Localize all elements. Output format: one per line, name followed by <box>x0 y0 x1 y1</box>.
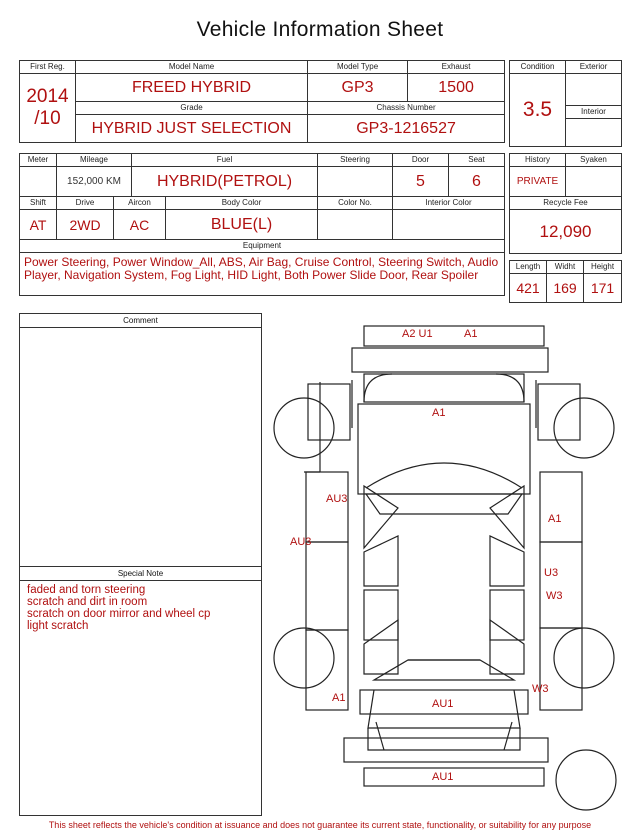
comment-label: Comment <box>20 314 261 328</box>
right-rear-wheel <box>554 398 614 458</box>
rear-gate-panel <box>352 348 548 372</box>
mark-left-side-panel: AU3 <box>290 536 312 548</box>
width-label: Widht <box>547 261 584 274</box>
mark-right-front-fender: W3 <box>532 683 549 695</box>
rear-panel <box>364 374 524 402</box>
first-reg-month: /10 <box>34 108 61 129</box>
left-door-glass <box>364 620 398 674</box>
exhaust-value: 1500 <box>408 74 505 102</box>
seat-value: 6 <box>449 167 505 197</box>
color-no-label: Color No. <box>318 197 393 210</box>
history-value: PRIVATE <box>510 167 566 197</box>
steering-value <box>318 167 393 197</box>
special-note-line: scratch on door mirror and wheel cp <box>27 608 211 620</box>
interior-color-label: Interior Color <box>393 197 505 210</box>
interior-color-value <box>393 210 505 240</box>
mark-front-bumper: AU1 <box>432 771 454 783</box>
height-value: 171 <box>584 274 622 303</box>
interior-label: Interior <box>566 106 622 119</box>
right-rear-door <box>540 472 582 542</box>
model-name-label: Model Name <box>76 61 308 74</box>
exterior-value <box>566 74 622 106</box>
condition-value: 3.5 <box>510 74 566 147</box>
front-bumper <box>364 768 544 786</box>
mark-right-rear-door-2: W3 <box>546 590 563 602</box>
rear-bumper-panel <box>364 326 544 346</box>
first-reg-label: First Reg. <box>20 61 76 74</box>
body-color-label: Body Color <box>166 197 318 210</box>
model-type-value: GP3 <box>308 74 408 102</box>
special-note-line: light scratch <box>27 620 89 632</box>
left-mid-window <box>364 536 398 586</box>
right-mid-window <box>490 536 524 586</box>
mileage-value: 152,000 KM <box>57 167 132 197</box>
mark-right-rear-door: U3 <box>544 567 559 579</box>
length-label: Length <box>510 261 547 274</box>
special-note-line: scratch and dirt in room <box>27 596 148 608</box>
color-no-value <box>318 210 393 240</box>
chassis-value: GP3-1216527 <box>308 115 505 143</box>
left-rear-door <box>306 472 348 542</box>
vehicle-info-table <box>19 60 505 143</box>
special-note-line: faded and torn steering <box>27 584 146 596</box>
first-reg-value <box>20 74 76 143</box>
shift-label: Shift <box>20 197 57 210</box>
height-label: Height <box>584 261 622 274</box>
mark-left-front-door: AU3 <box>326 493 348 505</box>
left-front-wheel <box>274 628 334 688</box>
left-side-panel <box>306 542 348 630</box>
history-table <box>509 153 622 254</box>
mileage-label: Mileage <box>57 154 132 167</box>
mark-rear-bumper-right: A1 <box>464 328 478 340</box>
windshield <box>374 660 514 680</box>
grade-value: HYBRID JUST SELECTION <box>76 115 308 143</box>
interior-value <box>566 119 622 147</box>
right-door-glass <box>490 620 524 674</box>
grille <box>368 728 520 750</box>
history-label: History <box>510 154 566 167</box>
windshield-rear <box>366 463 522 488</box>
aircon-label: Aircon <box>114 197 166 210</box>
mark-left-front-fender: A1 <box>332 692 346 704</box>
condition-label: Condition <box>510 61 566 74</box>
recycle-label: Recycle Fee <box>510 197 622 210</box>
meter-label: Meter <box>20 154 57 167</box>
right-front-wheel <box>554 628 614 688</box>
grade-label: Grade <box>76 102 308 115</box>
aircon-value: AC <box>114 210 166 240</box>
door-label: Door <box>393 154 449 167</box>
syaken-label: Syaken <box>566 154 622 167</box>
drive-value: 2WD <box>57 210 114 240</box>
drive-label: Drive <box>57 197 114 210</box>
left-rear-wheel <box>274 398 334 458</box>
steering-label: Steering <box>318 154 393 167</box>
mark-rear-bumper: A2 U1 <box>402 328 433 340</box>
meter-value <box>20 167 57 197</box>
comment-text <box>20 328 261 334</box>
rear-window <box>366 494 522 514</box>
equipment-value: Power Steering, Power Window_All, ABS, Air Bag, Cruise Control, Steering Switch, Audio Player, Navigation System, Fog Light, HID Light, Both Power Slide Door, Rear Spoiler <box>20 253 505 296</box>
model-name-value: FREED HYBRID <box>76 74 308 102</box>
syaken-value <box>566 167 622 197</box>
sheet-title: Vehicle Information Sheet <box>196 18 444 41</box>
fuel-value: HYBRID(PETROL) <box>132 167 318 197</box>
body-color-value: BLUE(L) <box>166 210 318 240</box>
seat-label: Seat <box>449 154 505 167</box>
special-note-label: Special Note <box>20 567 261 581</box>
vehicle-spec-table <box>19 153 505 296</box>
footer-disclaimer: This sheet reflects the vehicle's condition at issuance and does not guarantee its current state, functionality, or suitability for any purpose <box>48 820 592 830</box>
mark-hood: AU1 <box>432 698 454 710</box>
exterior-label: Exterior <box>566 61 622 74</box>
car-damage-diagram <box>268 318 620 818</box>
mark-right-front-door: A1 <box>548 513 562 525</box>
shift-value: AT <box>20 210 57 240</box>
special-note-text <box>20 581 261 635</box>
width-value: 169 <box>547 274 584 303</box>
mark-roof: A1 <box>432 407 446 419</box>
special-note-panel <box>19 566 262 816</box>
fuel-label: Fuel <box>132 154 318 167</box>
condition-table <box>509 60 622 147</box>
length-value: 421 <box>510 274 547 303</box>
model-type-label: Model Type <box>308 61 408 74</box>
spare-wheel <box>556 750 616 810</box>
door-value: 5 <box>393 167 449 197</box>
exhaust-label: Exhaust <box>408 61 505 74</box>
comment-panel <box>19 313 262 567</box>
right-front-fender <box>540 628 582 710</box>
equipment-label: Equipment <box>20 240 505 253</box>
first-reg-year: 2014 <box>26 86 69 107</box>
right-side-door <box>540 542 582 628</box>
chassis-label: Chassis Number <box>308 102 505 115</box>
recycle-value: 12,090 <box>510 210 622 254</box>
right-tail-lamp <box>496 374 524 402</box>
dimensions-table <box>509 260 622 303</box>
left-tail-lamp <box>364 374 392 402</box>
